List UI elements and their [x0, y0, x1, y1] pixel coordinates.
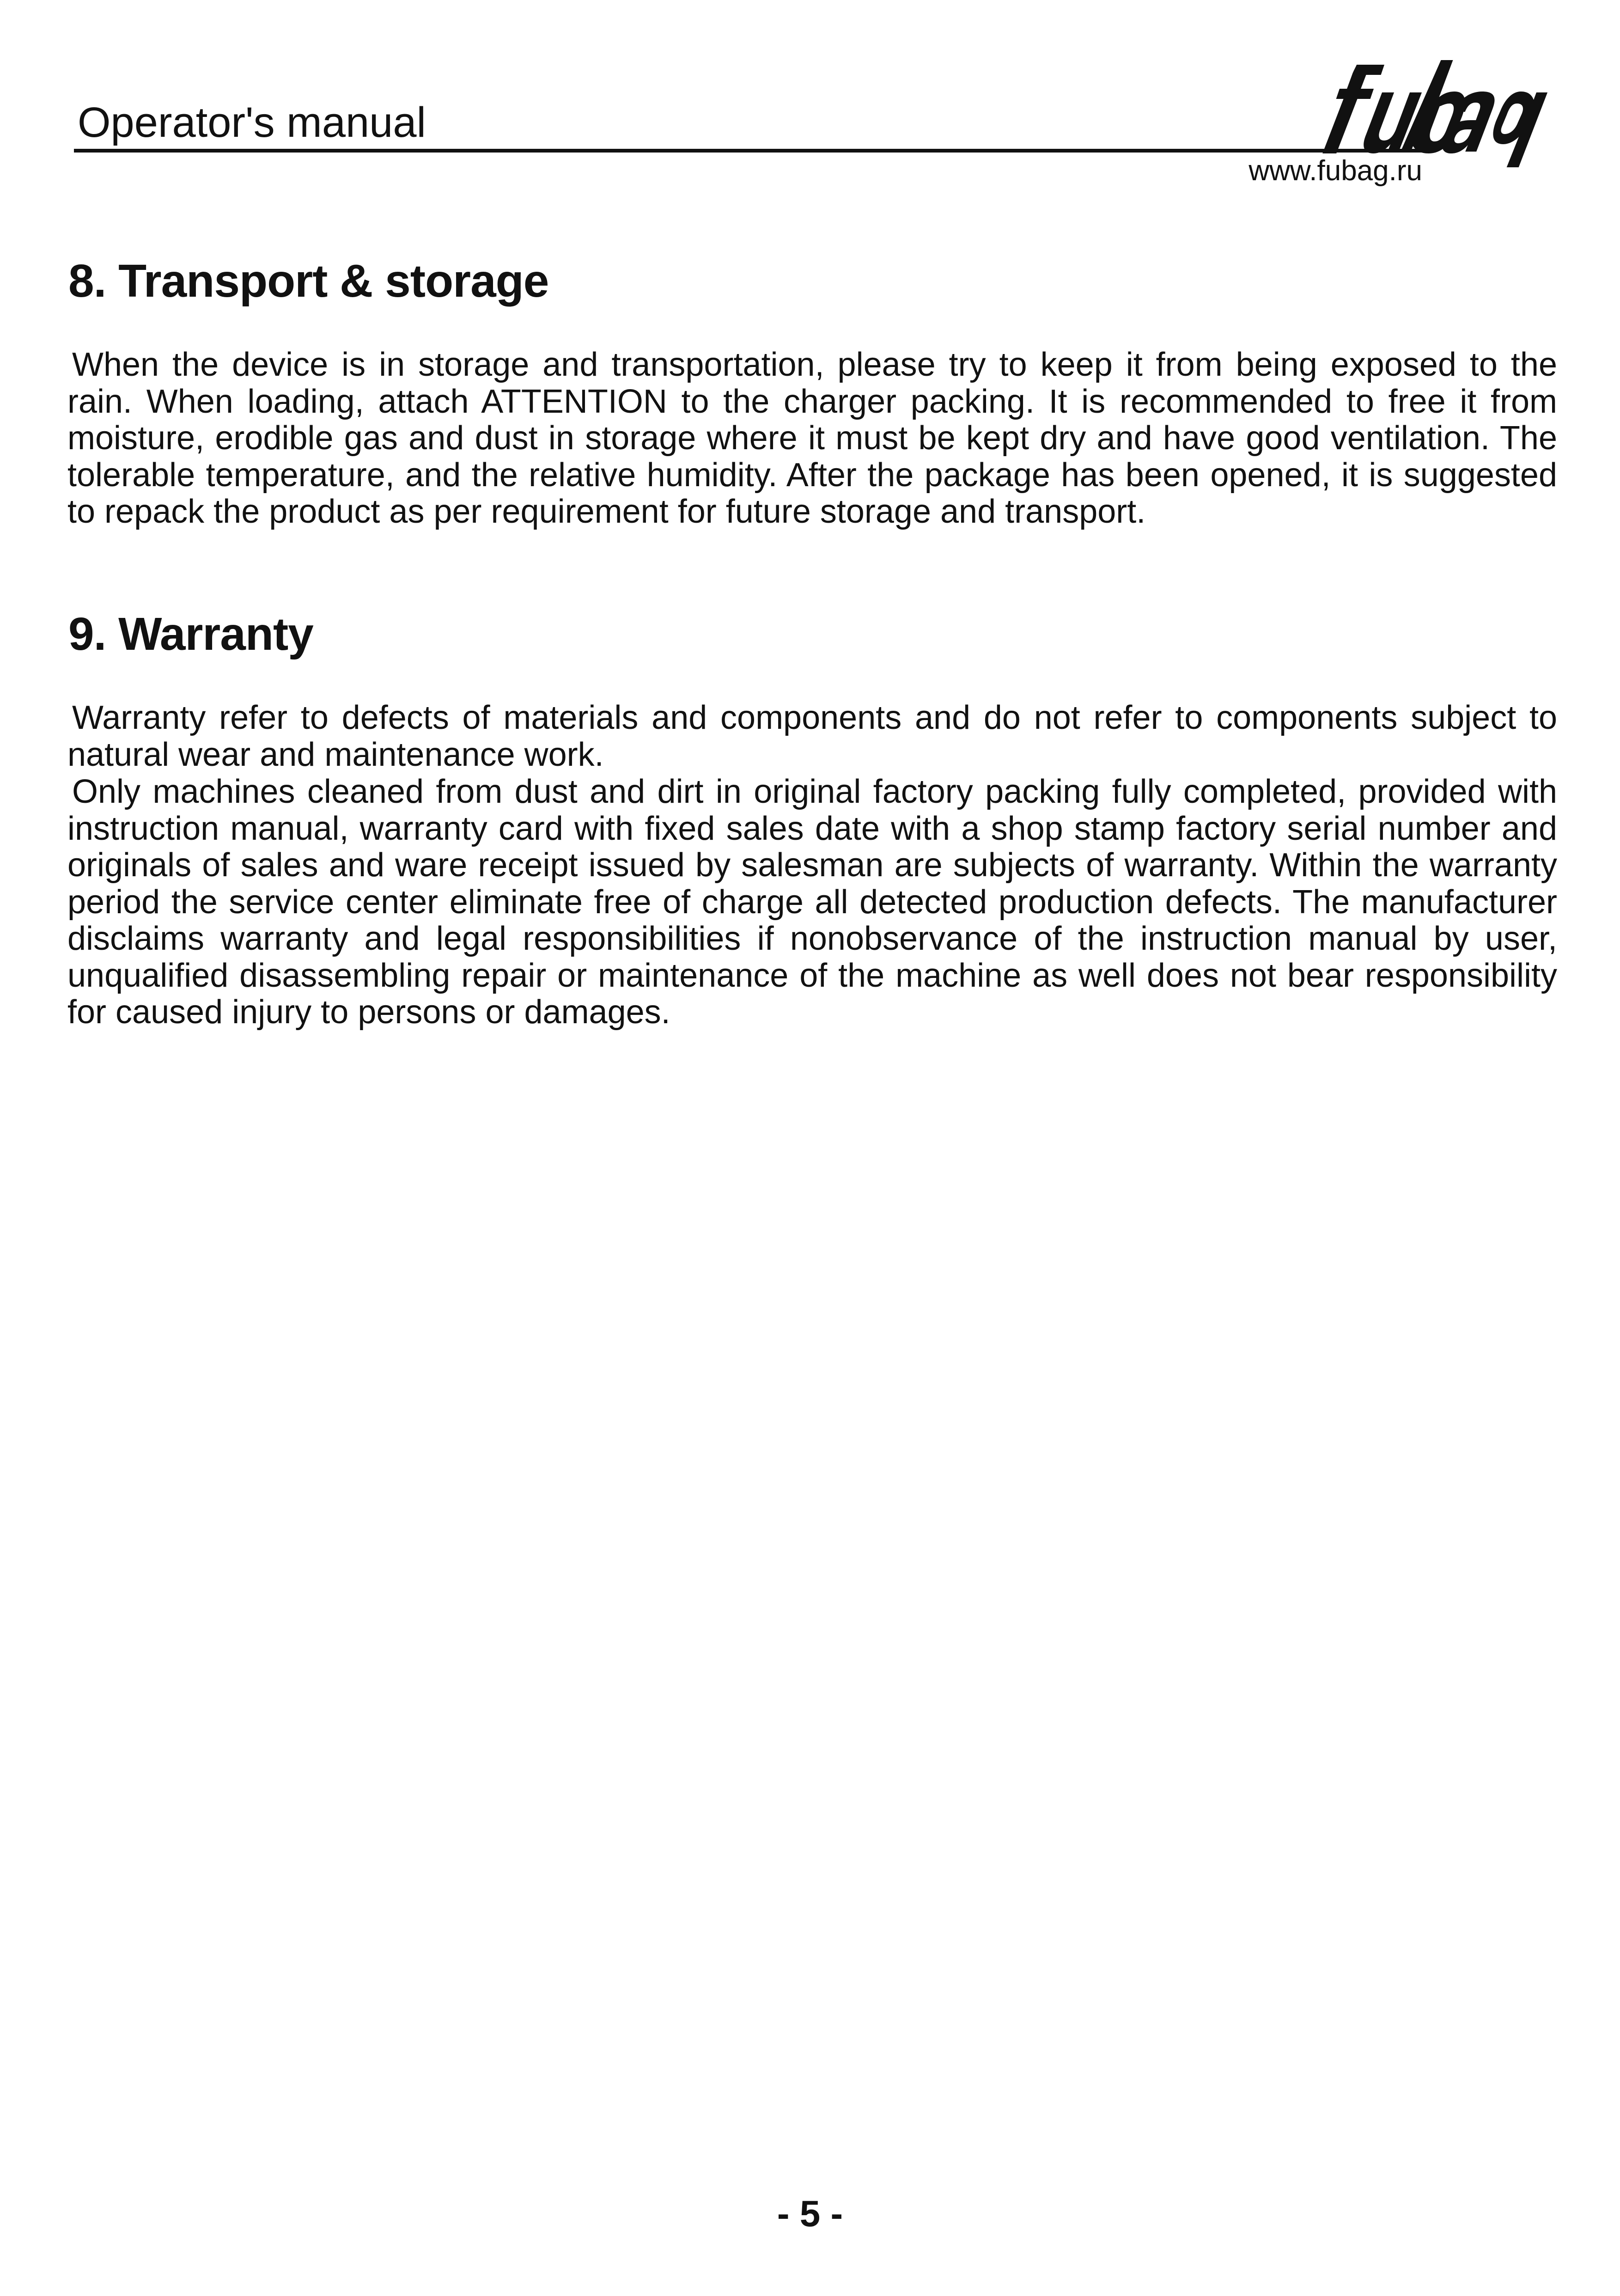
header-divider [74, 149, 1422, 153]
transport-storage-paragraph: When the device is in storage and transportation, please try to keep it from being exposed to the rain. When loading, attach ATTENTION to the charger packing. It is recommended to free it from moisture, erodible gas and dust in storage where it must be kept dry and have good ventilation. The tolerable temperature, and the relative humidity. After the package has been opened, it is suggested to repack the product as per requirement for future storage and transport. [67, 346, 1557, 530]
website-url: www.fubag.ru [1248, 155, 1422, 187]
header-title: Operator's manual [78, 99, 426, 146]
warranty-paragraph-2: Only machines cleaned from dust and dirt in original factory packing fully completed, provided with instruction manual, warranty card with fixed sales date with a shop stamp factory serial number and originals of sales and ware receipt issued by salesman are subjects of warranty. Within the warranty period the service center eliminate free of charge all detected production defects. The manufacturer disclaims warranty and legal responsibilities if nonobservance of the instruction manual by user, unqualified disassembling repair or maintenance of the machine as well does not bear responsibility for caused injury to persons or damages. [67, 773, 1557, 1031]
section-heading-warranty: 9. Warranty [68, 608, 313, 660]
page-number: - 5 - [777, 2193, 843, 2234]
fubag-logo-mark [1322, 60, 1556, 167]
section-heading-transport-storage: 8. Transport & storage [68, 255, 549, 307]
warranty-paragraph-1: Warranty refer to defects of materials and components and do not refer to components subject to natural wear and maintenance work. [67, 699, 1557, 773]
